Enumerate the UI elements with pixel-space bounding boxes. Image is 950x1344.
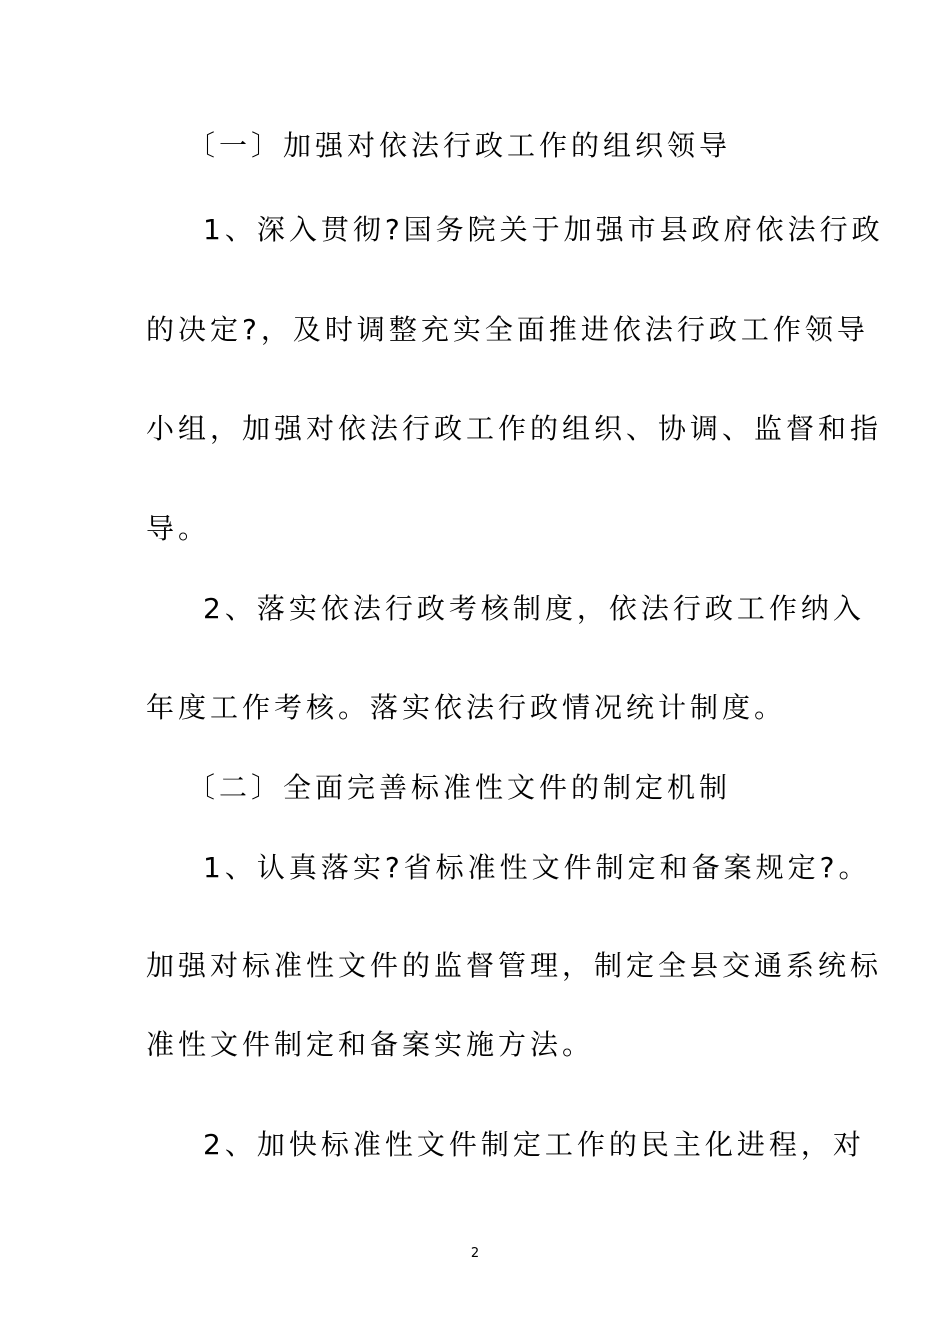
section-heading-2: 〔二〕全面完善标准性文件的制定机制 — [187, 771, 732, 804]
paragraph-line: 小组，加强对依法行政工作的组织、协调、监督和指 — [146, 412, 883, 445]
paragraph-line: 2、加快标准性文件制定工作的民主化进程，对 — [203, 1128, 865, 1161]
paragraph-line: 的决定?，及时调整充实全面推进依法行政工作领导 — [146, 313, 869, 346]
paragraph-line: 1、深入贯彻?国务院关于加强市县政府依法行政 — [203, 213, 884, 246]
paragraph-line: 1、认真落实?省标准性文件制定和备案规定?。 — [203, 851, 871, 884]
paragraph-line: 导。 — [146, 512, 211, 545]
section-heading-1: 〔一〕加强对依法行政工作的组织领导 — [187, 129, 732, 162]
paragraph-line: 准性文件制定和备案实施方法。 — [146, 1028, 595, 1061]
paragraph-line: 年度工作考核。落实依法行政情况统计制度。 — [146, 691, 787, 724]
page-number: 2 — [470, 1246, 480, 1261]
paragraph-line: 加强对标准性文件的监督管理，制定全县交通系统标 — [146, 949, 883, 982]
paragraph-line: 2、落实依法行政考核制度，依法行政工作纳入 — [203, 592, 865, 625]
